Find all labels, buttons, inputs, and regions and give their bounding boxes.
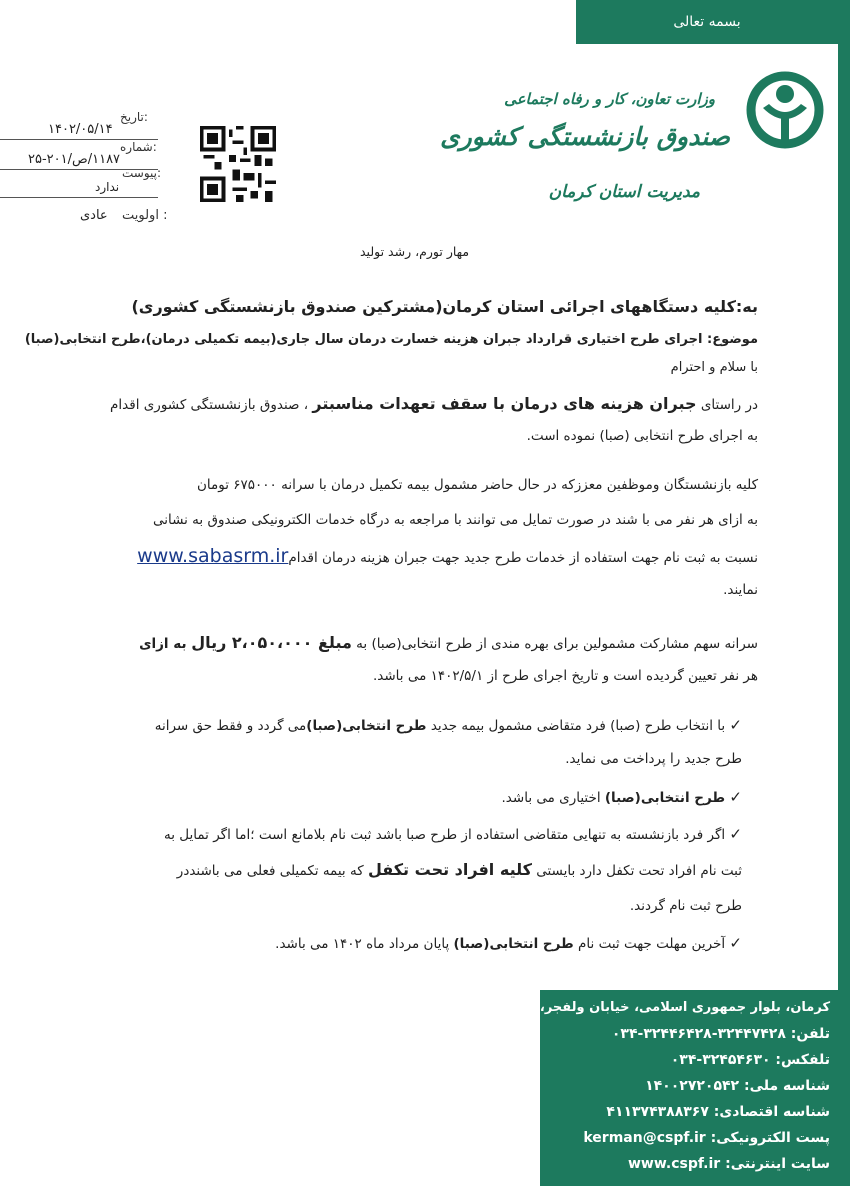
emphasis-span: طرح انتخابی(صبا): [453, 936, 574, 952]
fax-value: ۳۲۴۵۴۶۳۰-۰۳۴: [670, 1052, 771, 1068]
ministry-name: وزارت تعاون، کار و رفاه اجتماعی: [504, 90, 715, 108]
bullet-2: [502, 788, 742, 806]
qr-code: [200, 126, 276, 202]
attachment-value: ندارد: [95, 180, 120, 194]
bullet-1-line-1: [155, 716, 742, 734]
text-span: با انتخاب طرح (صبا) فرد متقاضی مشمول بیمه جدید: [426, 718, 726, 734]
date-label: تاریخ:: [120, 110, 148, 124]
provincial-management: مدیریت استان کرمان: [548, 182, 700, 202]
emphasis-span: جبران هزینه های درمان با سقف تعهدات مناسبتر: [312, 394, 697, 413]
paragraph-3-line-1: [139, 633, 758, 652]
email-label: پست الکترونیکی:: [710, 1130, 830, 1146]
paragraph-1-line-2: به اجرای طرح انتخابی (صبا) نموده است.: [526, 428, 758, 444]
text-span: نسبت به ثبت نام جهت استفاده از خدمات طرح جدید جهت جبران هزینه درمان اقدام: [288, 550, 758, 566]
paragraph-2-line-1: کلیه بازنشستگان وموظفین معززکه در حال حاضر مشمول بیمه تکمیل درمان با سرانه ۶۷۵۰۰۰ تومان: [197, 477, 758, 493]
text-span: اگر فرد بازنشسته به تنهایی متقاضی استفاده از طرح صبا باشد ثبت نام بلامانع است ؛اما اگر تمایل به: [164, 827, 726, 843]
number-value: ۱۱۸۷/ص/۲۰۱-۲۵: [28, 152, 121, 167]
paragraph-2-line-3: [137, 545, 758, 567]
fund-emblem-icon: [745, 70, 825, 150]
email-value[interactable]: kerman@cspf.ir: [583, 1130, 706, 1146]
phone-value: ۳۲۴۴۷۴۲۸-۳۲۴۴۶۴۲۸-۰۳۴: [611, 1026, 786, 1042]
footer-national-id: [645, 1078, 830, 1094]
bullet-1-line-2: طرح جدید را پرداخت می نماید.: [565, 751, 742, 767]
paragraph-2-line-2: به ازای هر نفر می با شند در صورت تمایل می توانند با مراجعه به درگاه خدمات الکترونیکی صندوق به نشانی: [152, 512, 758, 528]
text-span: ، صندوق بازنشستگی کشوری اقدام: [110, 397, 313, 413]
paragraph-2-line-4: نمایند.: [723, 582, 758, 598]
emphasis-span: طرح انتخابی(صبا): [306, 718, 427, 734]
paragraph-3-line-2: هر نفر تعیین گردیده است و تاریخ اجرای طرح از ۱۴۰۲/۵/۱ می باشد.: [372, 668, 758, 684]
national-id-label: شناسه ملی:: [743, 1078, 830, 1094]
fund-name: صندوق بازنشستگی کشوری: [440, 122, 730, 151]
checkmark-icon: ✓: [729, 716, 742, 734]
brand-side-strip: [838, 0, 850, 1186]
priority-label: اولویت :: [122, 208, 168, 223]
national-id-value: ۱۴۰۰۲۷۲۰۵۴۲: [645, 1078, 740, 1094]
fax-label: تلفکس:: [775, 1052, 830, 1068]
emphasis-span: طرح انتخابی(صبا): [604, 790, 726, 806]
invocation-banner: [576, 0, 838, 44]
text-span: سرانه سهم مشارکت مشمولین برای بهره مندی از طرح انتخابی(صبا) به: [351, 636, 758, 652]
bullet-3-line-2: [177, 860, 742, 879]
text-span: ثبت نام افراد تحت تکفل دارد بایستی: [531, 863, 742, 879]
footer-email: [583, 1130, 830, 1146]
text-span: به ازای: [139, 636, 192, 652]
phone-label: تلفن:: [790, 1026, 830, 1042]
invocation-text: بسمه تعالی: [673, 14, 741, 30]
text-span: در راستای: [696, 397, 758, 413]
footer-fax: [671, 1052, 830, 1068]
priority-value: عادی: [80, 208, 108, 223]
text-span: که بیمه تکمیلی فعلی می باشنددر: [176, 863, 368, 879]
text-span: پایان مرداد ماه ۱۴۰۲ می باشد.: [275, 936, 454, 952]
checkmark-icon: ✓: [729, 825, 742, 843]
website-value[interactable]: www.cspf.ir: [627, 1156, 721, 1172]
paragraph-1-line-1: [110, 394, 758, 413]
checkmark-icon: ✓: [729, 934, 742, 952]
checkmark-icon: ✓: [729, 788, 742, 806]
contact-footer: [448, 990, 838, 1186]
slogan: مهار تورم، رشد تولید: [360, 244, 470, 259]
emphasis-span: مبلغ ۲،۰۵۰،۰۰۰ ریال: [191, 633, 352, 652]
bullet-3-line-1: [164, 825, 742, 843]
bullet-4: [275, 934, 742, 952]
organization-logo: [440, 70, 825, 220]
date-value: ۱۴۰۲/۰۵/۱۴: [48, 122, 113, 137]
recipient: به:کلیه دستگاههای اجرائی استان کرمان(مشترکین صندوق بازنشستگی کشوری): [131, 297, 758, 316]
footer-phone: [612, 1026, 830, 1042]
footer-economic-id: [606, 1104, 830, 1120]
text-span: می گردد و فقط حق سرانه: [154, 718, 307, 734]
number-label: شماره:: [120, 140, 157, 154]
footer-address: کرمان، بلوار جمهوری اسلامی، خیابان ولفجر، نبش کوچه ۱۲: [448, 1000, 830, 1015]
attachment-label: پیوست:: [122, 166, 162, 180]
subject: موضوع: اجرای طرح اختیاری قرارداد جبران هزینه خسارت درمان سال جاری(بیمه تکمیلی درمان)،طرح انتخابی(صبا): [24, 332, 758, 347]
attachment-rule: [0, 197, 158, 198]
bullet-3-line-3: طرح ثبت نام گردند.: [629, 898, 742, 914]
greeting: با سلام و احترام: [670, 360, 758, 375]
economic-id-value: ۴۱۱۳۷۴۳۸۸۳۶۷: [606, 1104, 709, 1120]
emphasis-span: کلیه افراد تحت تکفل: [367, 860, 532, 879]
text-span: اختیاری می باشد.: [501, 790, 605, 806]
economic-id-label: شناسه اقتصادی:: [713, 1104, 830, 1120]
footer-website: [628, 1156, 830, 1172]
portal-link[interactable]: www.sabasrm.ir: [137, 545, 289, 567]
text-span: آخرین مهلت جهت ثبت نام: [573, 936, 726, 952]
website-label: سایت اینترنتی:: [725, 1156, 830, 1172]
